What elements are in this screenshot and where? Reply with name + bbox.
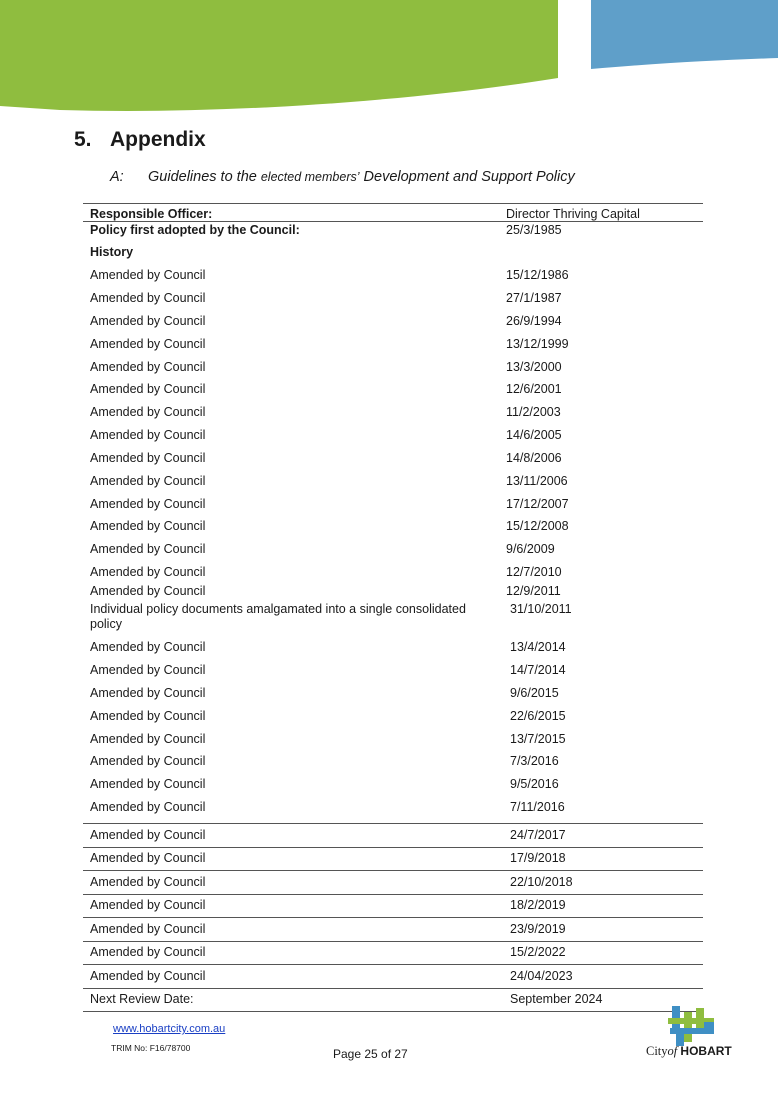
subsection-heading [110, 169, 575, 185]
row-label: Amended by Council [90, 519, 206, 533]
website-link[interactable]: www.hobartcity.com.au [113, 1023, 226, 1035]
row-rule [83, 941, 703, 942]
row-value: 13/12/1999 [506, 337, 569, 351]
row-label: Amended by Council [90, 709, 206, 723]
row-label: Amended by Council [90, 382, 206, 396]
row-label: Amended by Council [90, 405, 206, 419]
row-value: 13/11/2006 [506, 474, 568, 488]
row-value: 14/7/2014 [510, 663, 566, 677]
row-value: 12/9/2011 [506, 584, 561, 598]
row-value: 12/6/2001 [506, 382, 562, 396]
row-rule [83, 894, 703, 895]
row-label: Amended by Council [90, 314, 206, 328]
section-heading [74, 128, 206, 152]
section-title: Appendix [110, 128, 206, 151]
row-value: 13/4/2014 [510, 640, 566, 654]
row-value: 24/04/2023 [510, 969, 573, 983]
row-value: 24/7/2017 [510, 828, 566, 842]
row-value: 13/7/2015 [510, 732, 566, 746]
responsible-officer-label: Responsible Officer: [90, 207, 213, 221]
row-label: Individual policy documents amalgamated into a single consolidated policy [90, 602, 466, 631]
banner-green-shape [0, 0, 558, 111]
subsection-letter: A: [110, 169, 124, 185]
row-label: Amended by Council [90, 451, 206, 465]
row-value: 14/8/2006 [506, 451, 562, 465]
row-value: 13/3/2000 [506, 360, 562, 374]
row-rule [83, 988, 703, 989]
row-label: Amended by Council [90, 945, 206, 959]
row-label: Amended by Council [90, 969, 206, 983]
row-value: 17/9/2018 [510, 851, 566, 865]
subsection-title-part1: Guidelines to the [148, 169, 257, 185]
row-label: Amended by Council [90, 800, 206, 814]
logo-of: of [667, 1044, 678, 1058]
row-label: Amended by Council [90, 898, 206, 912]
row-label: Amended by Council [90, 686, 206, 700]
row-value: 11/2/2003 [506, 405, 561, 419]
subsection-title-part3: Development and Support Policy [363, 169, 575, 185]
next-review-label: Next Review Date: [90, 992, 194, 1006]
row-value: 26/9/1994 [506, 314, 562, 328]
row-value: 7/11/2016 [510, 800, 565, 814]
row-label: Amended by Council [90, 754, 206, 768]
row-label: Amended by Council [90, 828, 206, 842]
banner-blue-shape [591, 0, 778, 69]
row-value: 9/6/2015 [510, 686, 559, 700]
logo-city: City [646, 1044, 668, 1058]
row-value: 9/5/2016 [510, 777, 559, 791]
row-value: 14/6/2005 [506, 428, 562, 442]
header-banner [0, 0, 778, 120]
row-label: Amended by Council [90, 337, 206, 351]
row-value: 7/3/2016 [510, 754, 559, 768]
row-label: Amended by Council [90, 542, 206, 556]
row-label: Amended by Council [90, 640, 206, 654]
row-label: Amended by Council [90, 428, 206, 442]
first-adopted-label: Policy first adopted by the Council: [90, 223, 300, 237]
row-label: Amended by Council [90, 291, 206, 305]
row-rule [83, 823, 703, 824]
next-review-value: September 2024 [510, 992, 603, 1006]
trim-number: TRIM No: F16/78700 [111, 1043, 191, 1053]
row-label: Amended by Council [90, 777, 206, 791]
row-label: Amended by Council [90, 268, 206, 282]
history-label: History [90, 245, 134, 259]
row-value: 15/12/1986 [506, 268, 569, 282]
first-adopted-value: 25/3/1985 [506, 223, 562, 237]
row-value: 9/6/2009 [506, 542, 555, 556]
row-rule [83, 917, 703, 918]
row-value: 12/7/2010 [506, 565, 562, 579]
row-value: 18/2/2019 [510, 898, 566, 912]
table-bottom-rule [83, 1011, 703, 1012]
section-number: 5. [74, 128, 92, 151]
row-value: 22/6/2015 [510, 709, 566, 723]
table-top-rule [83, 203, 703, 204]
row-value: 15/12/2008 [506, 519, 569, 533]
row-value: 22/10/2018 [510, 875, 573, 889]
row-label: Amended by Council [90, 360, 206, 374]
row-label: Amended by Council [90, 584, 206, 598]
row-rule [83, 870, 703, 871]
logo-wordmark [646, 1044, 732, 1059]
row-label: Amended by Council [90, 497, 206, 511]
row-rule [83, 847, 703, 848]
row-label: Amended by Council [90, 851, 206, 865]
page-number: Page 25 of 27 [333, 1047, 408, 1061]
subsection-title-part2: elected members’ [260, 170, 360, 184]
row-label: Amended by Council [90, 732, 206, 746]
row-label: Amended by Council [90, 922, 206, 936]
row-value: 15/2/2022 [510, 945, 566, 959]
row-value: 17/12/2007 [506, 497, 569, 511]
row-label: Amended by Council [90, 474, 206, 488]
logo-brand: HOBART [680, 1044, 732, 1058]
row-label: Amended by Council [90, 565, 206, 579]
row-rule [83, 964, 703, 965]
row-label: Amended by Council [90, 663, 206, 677]
row-value: 31/10/2011 [510, 602, 572, 616]
row-label: Amended by Council [90, 875, 206, 889]
row-value: 23/9/2019 [510, 922, 566, 936]
row-value: 27/1/1987 [506, 291, 562, 305]
responsible-officer-value: Director Thriving Capital [506, 207, 640, 221]
